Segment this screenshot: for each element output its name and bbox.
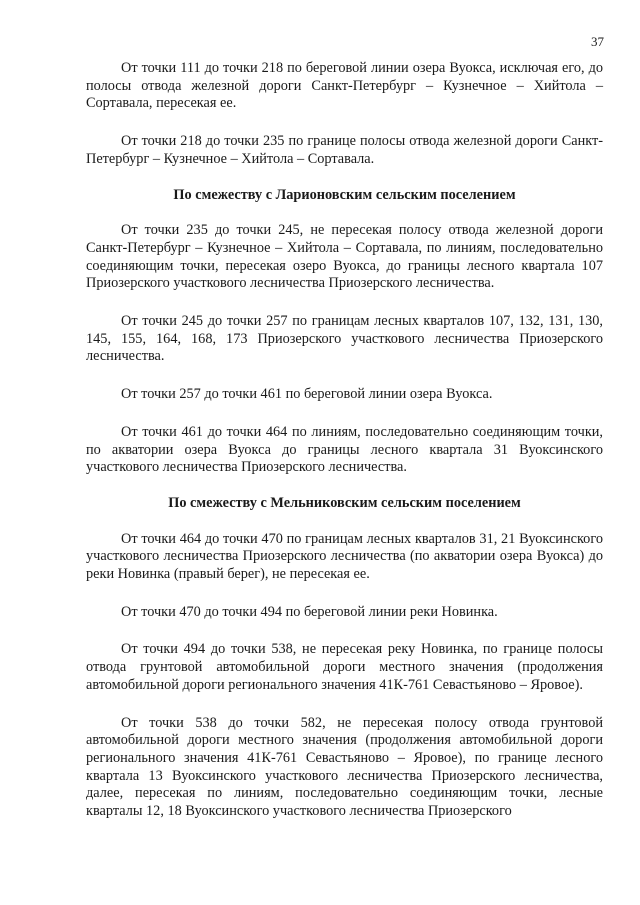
paragraph-8: От точки 470 до точки 494 по береговой линии реки Новинка. bbox=[121, 603, 498, 620]
paragraph-3: От точки 235 до точки 245, не пересекая полосу отвода железной дороги Санкт-Петербург – Кузнечное – Хийтола – Сортавала, по линиям, последовательно соединяющим точки, пересекая озеро Вуокса, до границы лесного квартала 107 Приозерского участкового лесничества Приозерского лесничества. bbox=[86, 222, 603, 292]
paragraph-10: От точки 538 до точки 582, не пересекая полосу отвода грунтовой автомобильной дороги местного значения (продолжения автомобильной дороги регионального значения 41К-761 Севастьяново – Яровое), по границе лесного квартала 13 Вуоксинского участкового лесничества Приозерского лесничества, далее, пересекая по линиям, последовательно соединяющим точки, лесные кварталы 12, 18 Вуоксинского участкового лесничества Приозерского bbox=[86, 714, 603, 820]
document-body bbox=[86, 60, 603, 841]
section-heading-melnikovskoe: По смежеству с Мельниковским сельским поселением bbox=[168, 494, 521, 511]
paragraph-4: От точки 245 до точки 257 по границам лесных кварталов 107, 132, 131, 130, 145, 155, 164, 168, 173 Приозерского участкового лесничества Приозерского лесничества. bbox=[86, 313, 603, 365]
paragraph-5: От точки 257 до точки 461 по береговой линии озера Вуокса. bbox=[121, 386, 493, 403]
paragraph-7: От точки 464 до точки 470 по границам лесных кварталов 31, 21 Вуоксинского участкового лесничества Приозерского лесничества (по акватории озера Вуокса) до реки Новинка (правый берег), не пересекая ее. bbox=[86, 530, 603, 583]
paragraph-9: От точки 494 до точки 538, не пересекая реку Новинка, по границе полосы отвода грунтовой автомобильной дороги местного значения (продолжения автомобильной дороги регионального значения 41К-761 Севастьяново – Яровое). bbox=[86, 641, 603, 693]
paragraph-6: От точки 461 до точки 464 по линиям, последовательно соединяющим точки, по акватории озера Вуокса до границы лесного квартала 31 Вуоксинского участкового лесничества Приозерского лесничества. bbox=[86, 423, 603, 476]
paragraph-2: От точки 218 до точки 235 по границе полосы отвода железной дороги Санкт-Петербург – Кузнечное – Хийтола – Сортавала. bbox=[86, 133, 603, 167]
section-heading-larionovskoe: По смежеству с Ларионовским сельским поселением bbox=[173, 186, 516, 203]
paragraph-1: От точки 111 до точки 218 по береговой линии озера Вуокса, исключая его, до полосы отвода железной дороги Санкт-Петербург – Кузнечное – Хийтола – Сортавала, пересекая ее. bbox=[86, 60, 603, 112]
page-number: 37 bbox=[591, 34, 604, 49]
